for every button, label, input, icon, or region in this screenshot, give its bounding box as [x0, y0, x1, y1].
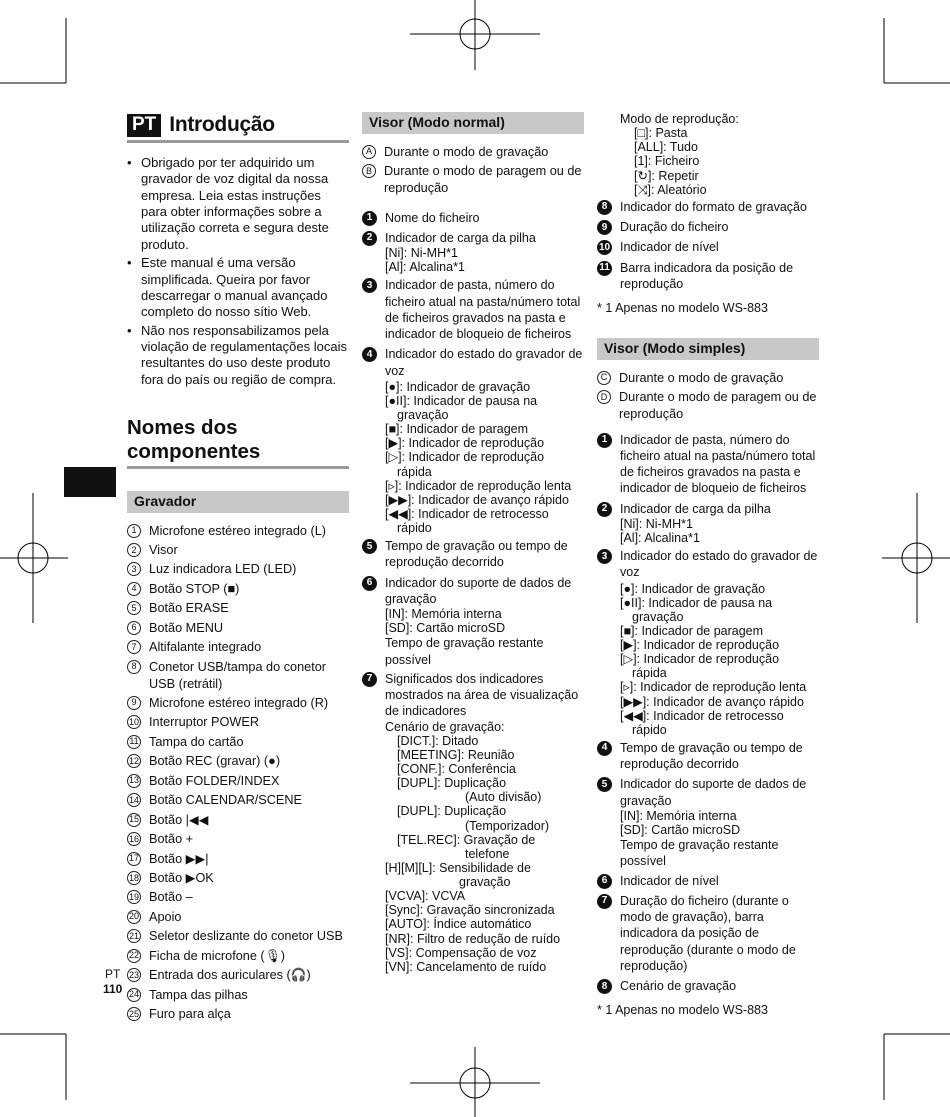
indicator-line: [▶]: Indicador de reprodução	[620, 638, 780, 653]
component-number: 17	[127, 852, 141, 866]
component-item	[127, 734, 349, 751]
indicator-list	[362, 861, 584, 974]
indicator-line: [DICT.]: Ditado	[397, 733, 479, 748]
normal-item-2: 2 Indicador de carga da pilha	[362, 230, 584, 246]
indicator-line: [●]: Indicador de gravação	[385, 379, 531, 394]
component-number: 2	[127, 543, 141, 557]
component-label: Botão MENU	[149, 620, 224, 635]
indicator-line: [VN]: Cancelamento de ruído	[385, 959, 547, 974]
intro-heading	[127, 112, 349, 143]
battery-nimh: [Ni]: Ni-MH*1	[385, 246, 458, 261]
indicator-line: [AUTO]: Índice automático	[385, 917, 532, 932]
component-number: 8	[127, 660, 141, 674]
indicator-line: [■]: Indicador de paragem	[620, 623, 764, 638]
normal-item-5: 5 Tempo de gravação ou tempo de reprodução decorrido	[362, 538, 584, 571]
component-item	[127, 792, 349, 809]
component-number: 15	[127, 813, 141, 827]
component-item	[127, 773, 349, 790]
playback-heading: Modo de reprodução:	[620, 112, 739, 126]
component-item	[127, 851, 349, 868]
simple-battery-nimh: [Ni]: Ni-MH*1	[620, 516, 693, 531]
component-label: Botão ▶▶|	[149, 851, 209, 866]
intro-bullet	[127, 255, 349, 321]
bullet-text: Não nos responsabilizamos pela violação de regulamentações locais resultantes do uso deste produto fora do país ou região de compra.	[141, 322, 347, 387]
component-number: 19	[127, 890, 141, 904]
page-number: 110	[103, 982, 123, 996]
playback-mode: [⤨]: Aleatório	[634, 182, 707, 197]
indicator-line: [DUPL]: Duplicação	[397, 776, 507, 791]
mode-c-text: Durante o modo de gravação	[619, 370, 784, 385]
bullet-dot: •	[127, 154, 132, 170]
indicator-line: [Sync]: Gravação sincronizada	[385, 903, 555, 918]
media-sd: [SD]: Cartão microSD	[385, 621, 506, 636]
component-number: 10	[127, 715, 141, 729]
intro-title: Introdução	[169, 113, 275, 136]
indicator-line: [●]: Indicador de gravação	[620, 581, 766, 596]
component-number: 12	[127, 754, 141, 768]
simple-item-5: 5 Indicador do suporte de dados de gravação	[597, 776, 819, 809]
playback-mode: [□]: Pasta	[634, 126, 688, 141]
component-label: Microfone estéreo integrado (L)	[149, 523, 327, 538]
indicator-line: [●II]: Indicador de pausa na	[620, 595, 773, 610]
component-item	[127, 561, 349, 578]
component-item	[127, 967, 349, 984]
component-label: Visor	[149, 543, 178, 558]
playback-modes	[597, 126, 819, 197]
mode-a	[362, 144, 584, 161]
indicator-line: [CONF.]: Conferência	[397, 762, 516, 777]
component-item	[127, 1006, 349, 1023]
indicator-line-cont: gravação	[632, 609, 684, 624]
column-display-normal	[362, 112, 584, 974]
indicator-line: [◀◀]: Indicador de retrocesso	[620, 708, 784, 723]
component-label: Botão |◀◀	[149, 812, 209, 827]
component-label: Microfone estéreo integrado (R)	[149, 695, 329, 710]
simple-media-internal: [IN]: Memória interna	[620, 808, 737, 823]
component-item	[127, 831, 349, 848]
footer-lang: PT	[105, 967, 121, 981]
simple-item-6: 6 Indicador de nível	[597, 873, 819, 889]
component-number: 11	[127, 735, 141, 749]
mode-b-letter: B	[362, 164, 376, 178]
component-number: 5	[127, 601, 141, 615]
indicator-line-cont: rápida	[632, 666, 667, 681]
component-label: Tampa das pilhas	[149, 987, 248, 1002]
intro-bullet	[127, 323, 349, 389]
simple-remaining-time: Tempo de gravação restante possível	[620, 838, 779, 869]
indicator-line: [▶▶]: Indicador de avanço rápido	[385, 492, 569, 507]
scene-heading: Cenário de gravação:	[385, 719, 505, 734]
normal-item-11: 11 Barra indicadora da posição de reprodução	[597, 260, 819, 293]
component-number: 16	[127, 832, 141, 846]
normal-item-3: 3 Indicador de pasta, número do ficheiro atual na pasta/número total de ficheiros gravados na pasta e indicador de bloqueio de ficheiros	[362, 277, 584, 342]
component-item	[127, 695, 349, 712]
bullet-dot: •	[127, 255, 132, 271]
normal-item-1: 1 Nome do ficheiro	[362, 210, 584, 226]
component-label: Altifalante integrado	[149, 640, 262, 655]
component-label: Botão ERASE	[149, 601, 229, 616]
component-item	[127, 714, 349, 731]
component-item	[127, 870, 349, 887]
component-number: 4	[127, 582, 141, 596]
simple-item-2: 2 Indicador de carga da pilha	[597, 501, 819, 517]
remaining-time: Tempo de gravação restante possível	[385, 636, 544, 667]
component-label: Botão +	[149, 832, 194, 847]
indicator-line-cont: rápida	[397, 464, 432, 479]
component-label: Conetor USB/tampa do conetor USB (retrátil)	[149, 659, 327, 691]
component-label: Botão CALENDAR/SCENE	[149, 793, 303, 808]
mode-d-letter: D	[597, 390, 611, 404]
footnote-2: * 1 Apenas no modelo WS-883	[597, 1003, 768, 1018]
indicator-line: [VS]: Compensação de voz	[385, 945, 537, 960]
component-label: Interruptor POWER	[149, 715, 259, 730]
component-number: 1	[127, 524, 141, 538]
component-item	[127, 659, 349, 693]
display-normal-bar: Visor (Modo normal)	[362, 112, 584, 134]
mode-c	[597, 370, 819, 387]
normal-item-4: 4 Indicador do estado do gravador de voz	[362, 346, 584, 379]
bullet-dot: •	[127, 322, 132, 338]
component-number: 3	[127, 562, 141, 576]
indicator-line: [▷]: Indicador de reprodução	[385, 450, 545, 465]
indicator-line: [VCVA]: VCVA	[385, 889, 466, 904]
component-item	[127, 889, 349, 906]
footnote-1: * 1 Apenas no modelo WS-883	[597, 301, 768, 315]
component-number: 22	[127, 949, 141, 963]
component-label: Seletor deslizante do conetor USB	[149, 929, 343, 944]
mode-a-text: Durante o modo de gravação	[384, 144, 549, 159]
component-number: 23	[127, 968, 141, 982]
playback-mode: [↻]: Repetir	[634, 168, 699, 183]
indicator-line-cont: (Auto divisão)	[465, 790, 542, 805]
component-label: Botão REC (gravar) (●)	[149, 754, 281, 769]
component-item	[127, 620, 349, 637]
component-label: Tampa do cartão	[149, 734, 244, 749]
indicator-line: [●II]: Indicador de pausa na	[385, 393, 538, 408]
indicator-line-cont: (Temporizador)	[465, 818, 550, 833]
component-item	[127, 639, 349, 656]
component-item	[127, 987, 349, 1004]
component-label: Ficha de microfone (🎙)	[149, 948, 285, 963]
language-badge: PT	[127, 114, 161, 137]
component-number: 6	[127, 621, 141, 635]
component-item	[127, 542, 349, 559]
mode-b	[362, 163, 584, 197]
indicator-line: [DUPL]: Duplicação	[397, 804, 507, 819]
component-item	[127, 948, 349, 965]
page-footer	[103, 967, 122, 997]
component-item	[127, 600, 349, 617]
mode-d-text: Durante o modo de paragem ou de reprodução	[619, 390, 817, 422]
simple-battery-alkaline: [Al]: Alcalina*1	[620, 530, 700, 545]
component-item	[127, 909, 349, 926]
indicator-line: [▶▶]: Indicador de avanço rápido	[620, 694, 804, 709]
component-label: Botão FOLDER/INDEX	[149, 773, 280, 788]
intro-bullets	[127, 155, 349, 388]
mode-a-letter: A	[362, 145, 376, 159]
playback-mode: [1]: Ficheiro	[634, 154, 700, 169]
indicator-line-cont: rápido	[632, 722, 667, 737]
indicator-line: [NR]: Filtro de redução de ruído	[385, 931, 561, 946]
normal-item-8: 8 Indicador do formato de gravação	[597, 199, 819, 215]
intro-bullet	[127, 155, 349, 253]
bullet-text: Este manual é uma versão simplificada. Queira por favor descarregar o manual avançado completo do nosso sítio Web.	[141, 255, 328, 320]
indicator-line-cont: rápido	[397, 521, 432, 536]
normal-item-10: 10 Indicador de nível	[598, 240, 719, 255]
component-number: 21	[127, 929, 141, 943]
indicator-line: [MEETING]: Reunião	[397, 747, 515, 762]
indicator-line: [◀◀]: Indicador de retrocesso	[385, 506, 549, 521]
component-label: Apoio	[149, 909, 182, 924]
component-label: Furo para alça	[149, 1007, 231, 1022]
component-item	[127, 753, 349, 770]
mode-c-letter: C	[597, 371, 611, 385]
column-display-simple	[597, 112, 819, 1018]
simple-item-1: 1 Indicador de pasta, número do ficheiro atual na pasta/número total de ficheiros gravados na pasta e indicador de bloqueio de ficheiros	[597, 432, 819, 497]
mode-b-text: Durante o modo de paragem ou de reprodução	[384, 164, 582, 196]
component-label: Botão ▶OK	[149, 871, 214, 886]
display-simple-bar: Visor (Modo simples)	[597, 338, 819, 360]
indicator-line: [▹]: Indicador de reprodução lenta	[620, 680, 807, 695]
component-number: 25	[127, 1007, 141, 1021]
simple-item-8: 8 Cenário de gravação	[597, 978, 819, 994]
playback-mode: [ALL]: Tudo	[634, 140, 698, 155]
bullet-text: Obrigado por ter adquirido um gravador de voz digital da nossa empresa. Leia estas instruções para obter informações sobre a utilização correta e segura deste produto.	[141, 154, 329, 252]
indicator-line: [TEL.REC]: Gravação de	[397, 832, 536, 847]
component-number: 9	[127, 696, 141, 710]
component-label: Botão STOP (■)	[149, 581, 240, 596]
component-number: 18	[127, 871, 141, 885]
component-number: 14	[127, 793, 141, 807]
simple-item-7: 7 Duração do ficheiro (durante o modo de gravação), barra indicadora da posição de reprodução (durante o modo de reprodução)	[597, 893, 819, 974]
media-internal: [IN]: Memória interna	[385, 607, 502, 622]
indicator-line: [▷]: Indicador de reprodução	[620, 652, 780, 667]
components-title: Nomes dos componentes	[127, 416, 349, 469]
mode-d	[597, 389, 819, 423]
normal-item-9: 9 Duração do ficheiro	[597, 219, 819, 235]
component-number: 7	[127, 640, 141, 654]
normal-item-7: 7 Significados dos indicadores mostrados na área de visualização de indicadores	[362, 671, 584, 720]
simple-media-sd: [SD]: Cartão microSD	[620, 823, 741, 838]
indicator-line-cont: gravação	[459, 875, 511, 890]
battery-alkaline: [Al]: Alcalina*1	[385, 260, 465, 275]
component-number: 20	[127, 910, 141, 924]
simple-item-4: 4 Tempo de gravação ou tempo de reprodução decorrido	[597, 740, 819, 773]
component-number: 13	[127, 774, 141, 788]
normal-item-6: 6 Indicador do suporte de dados de gravação	[362, 575, 584, 608]
simple-item-3: 3 Indicador do estado do gravador de voz	[597, 548, 819, 581]
recorder-bar: Gravador	[127, 491, 349, 513]
indicator-line-cont: gravação	[397, 408, 449, 423]
indicator-line: [H][M][L]: Sensibilidade de	[385, 860, 531, 875]
scene-list	[362, 734, 584, 861]
status-indicators	[362, 380, 584, 535]
component-label: Entrada dos auriculares (🎧)	[149, 968, 311, 983]
column-intro	[127, 112, 349, 1026]
component-label: Luz indicadora LED (LED)	[149, 562, 297, 577]
indicator-line: [▶]: Indicador de reprodução	[385, 436, 545, 451]
component-item	[127, 523, 349, 540]
simple-status-indicators	[597, 582, 819, 737]
indicator-line-cont: telefone	[465, 846, 510, 861]
indicator-line: [▹]: Indicador de reprodução lenta	[385, 478, 572, 493]
indicator-line: [■]: Indicador de paragem	[385, 422, 529, 437]
component-label: Botão –	[149, 890, 193, 905]
component-item	[127, 581, 349, 598]
component-item	[127, 928, 349, 945]
section-tab	[64, 467, 116, 497]
component-item	[127, 812, 349, 829]
component-number: 24	[127, 988, 141, 1002]
component-list	[127, 523, 349, 1023]
